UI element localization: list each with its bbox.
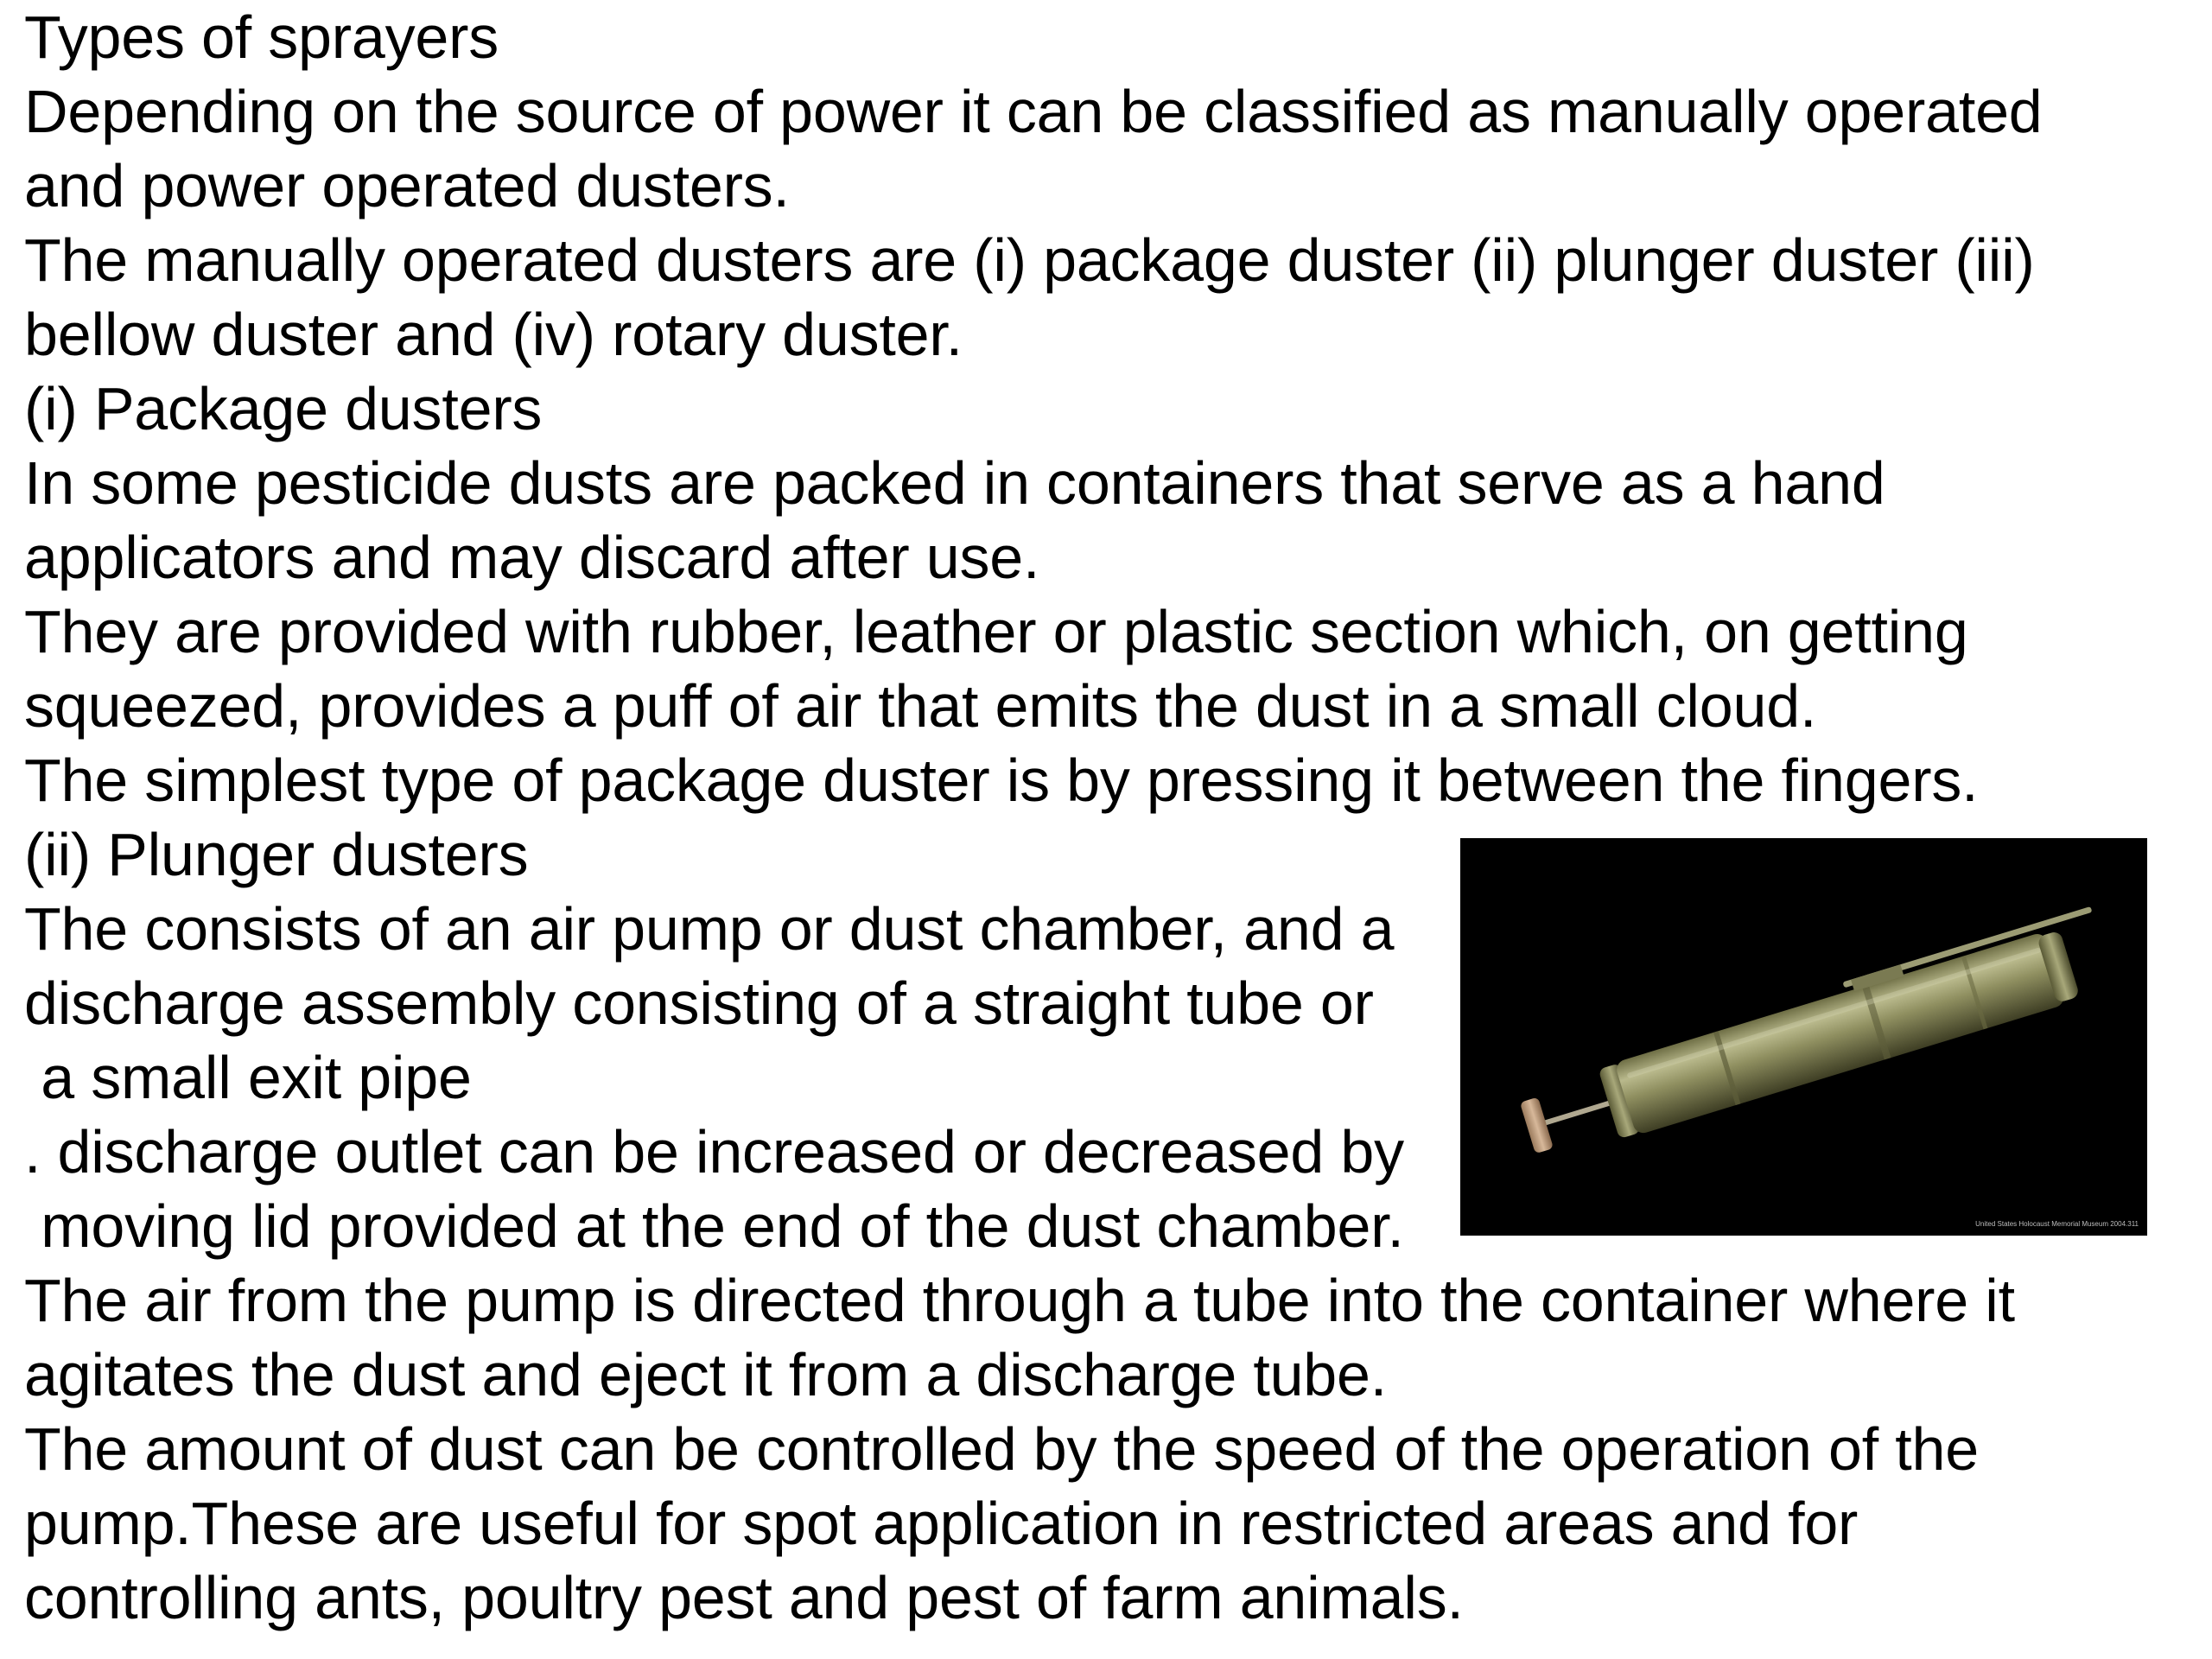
section-heading-package-dusters: (i) Package dusters — [24, 375, 543, 442]
text-line: agitates the dust and eject it from a discharge tube. — [24, 1341, 1388, 1408]
plunger-duster-photo — [1460, 838, 2147, 1236]
text-line: applicators and may discard after use. — [24, 524, 1040, 591]
plunger-duster-illustration — [1460, 838, 2147, 1236]
text-line: squeezed, provides a puff of air that emits the dust in a small cloud. — [24, 672, 1817, 740]
text-line: bellow duster and (iv) rotary duster. — [24, 301, 963, 368]
text-line: The simplest type of package duster is by pressing it between the fingers. — [24, 747, 1979, 814]
text-line: and power operated dusters. — [24, 152, 790, 219]
text-line: a small exit pipe — [24, 1044, 472, 1111]
text-line: Depending on the source of power it can be classified as manually operated — [24, 78, 2043, 145]
text-line: The amount of dust can be controlled by the speed of the operation of the — [24, 1415, 1979, 1483]
section-heading-plunger-dusters: (ii) Plunger dusters — [24, 821, 529, 888]
text-line: The consists of an air pump or dust chamber, and a — [24, 895, 1395, 963]
slide-title: Types of sprayers — [24, 3, 499, 71]
text-line: . discharge outlet can be increased or decreased by — [24, 1118, 1404, 1185]
text-line: discharge assembly consisting of a straight tube or — [24, 969, 1374, 1037]
text-line: controlling ants, poultry pest and pest of farm animals. — [24, 1564, 1464, 1631]
text-line: The manually operated dusters are (i) package duster (ii) plunger duster (iii) — [24, 226, 2035, 294]
text-line: pump.These are useful for spot application in restricted areas and for — [24, 1490, 1859, 1557]
text-line: In some pesticide dusts are packed in containers that serve as a hand — [24, 449, 1885, 517]
text-line: They are provided with rubber, leather or plastic section which, on getting — [24, 598, 1968, 665]
text-line: The air from the pump is directed through a tube into the container where it — [24, 1267, 2015, 1334]
text-line: moving lid provided at the end of the dust chamber. — [24, 1192, 1404, 1260]
photo-caption: United States Holocaust Memorial Museum 2004.311 — [1975, 1220, 2139, 1228]
